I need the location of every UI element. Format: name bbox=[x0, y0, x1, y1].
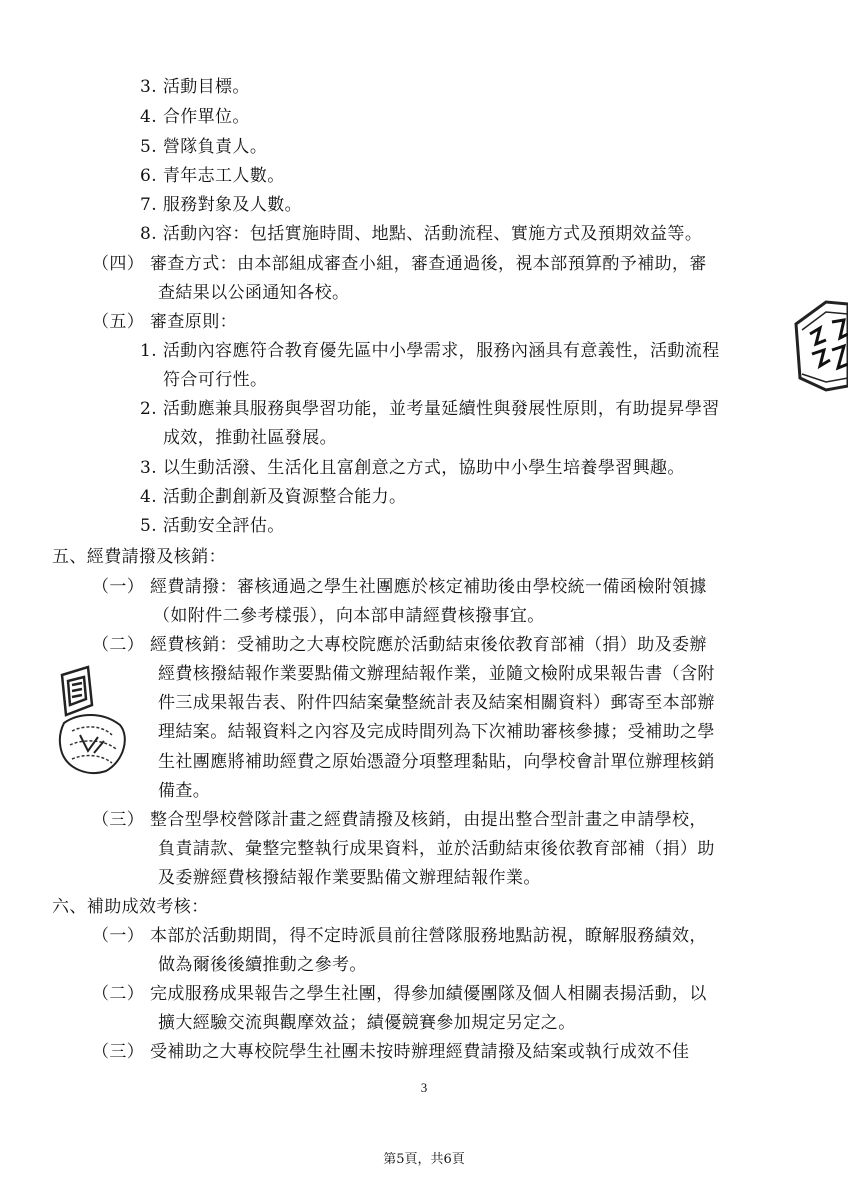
body-line: 理結案。結報資料之內容及完成時間列為下次補助審核參據；受補助之學 bbox=[158, 722, 715, 742]
body-line: 8. 活動內容：包括實施時間、地點、活動流程、實施方式及預期效益等。 bbox=[140, 224, 703, 244]
body-line: 成效，推動社區發展。 bbox=[163, 428, 337, 448]
page-number: 3 bbox=[420, 1080, 428, 1095]
body-line: 符合可行性。 bbox=[163, 370, 268, 390]
body-line: 負責請款、彙整完整執行成果資料，並於活動結束後依教育部補（捐）助 bbox=[158, 839, 715, 859]
body-line: 做為爾後後續推動之參考。 bbox=[158, 955, 367, 975]
body-line: （二） 完成服務成果報告之學生社團，得參加績優團隊及個人相關表揚活動，以 bbox=[92, 984, 707, 1004]
body-line: 生社團應將補助經費之原始憑證分項整理黏貼，向學校會計單位辦理核銷 bbox=[158, 752, 715, 772]
body-line: （四） 審查方式：由本部組成審查小組，審查通過後，視本部預算酌予補助，審 bbox=[92, 254, 707, 274]
body-line: 經費核撥結報作業要點備文辦理結報作業，並隨文檢附成果報告書（含附 bbox=[158, 664, 715, 684]
body-line: （一） 經費請撥：審核通過之學生社團應於核定補助後由學校統一備函檢附領據 bbox=[92, 577, 707, 597]
body-line: 備查。 bbox=[158, 781, 211, 801]
body-line: 4. 活動企劃創新及資源整合能力。 bbox=[140, 487, 407, 507]
body-line: （三） 受補助之大專校院學生社團未按時辦理經費請撥及結案或執行成效不佳 bbox=[92, 1042, 690, 1062]
body-line: （二） 經費核銷：受補助之大專校院應於活動結束後依教育部補（捐）助及委辦 bbox=[92, 635, 707, 655]
body-line: （三） 整合型學校營隊計畫之經費請撥及核銷，由提出整合型計畫之申請學校， bbox=[92, 810, 707, 830]
body-line: 查結果以公函通知各校。 bbox=[158, 283, 350, 303]
body-line: （如附件二參考樣張），向本部申請經費核撥事宜。 bbox=[153, 606, 545, 626]
body-line: 4. 合作單位。 bbox=[140, 107, 250, 127]
body-line: 6. 青年志工人數。 bbox=[140, 166, 285, 186]
body-line: 3. 以生動活潑、生活化且富創意之方式，協助中小學生培養學習興趣。 bbox=[140, 458, 685, 478]
body-line: 5. 活動安全評估。 bbox=[140, 516, 285, 536]
body-line: 2. 活動應兼具服務與學習功能，並考量延續性與發展性原則，有助提昇學習 bbox=[140, 399, 720, 419]
body-line: （五） 審查原則： bbox=[92, 312, 238, 332]
body-line: 件三成果報告表、附件四結案彙整統計表及結案相關資料）郵寄至本部辦 bbox=[158, 693, 715, 713]
body-line: （一） 本部於活動期間，得不定時派員前往營隊服務地點訪視，瞭解服務績效， bbox=[92, 926, 707, 946]
page-footer: 第5頁，共6頁 bbox=[383, 1152, 465, 1167]
body-line: 1. 活動內容應符合教育優先區中小學需求，服務內涵具有意義性，活動流程 bbox=[140, 341, 720, 361]
body-line: 3. 活動目標。 bbox=[140, 77, 250, 97]
body-line: 及委辦經費核撥結報作業要點備文辦理結報作業。 bbox=[158, 868, 541, 888]
seal-stamp-left bbox=[58, 665, 130, 777]
seal-stamp-right bbox=[786, 294, 848, 394]
section-heading: 五、經費請撥及核銷： bbox=[52, 547, 226, 567]
body-line: 5. 營隊負責人。 bbox=[140, 137, 268, 157]
body-line: 7. 服務對象及人數。 bbox=[140, 195, 303, 215]
body-line: 擴大經驗交流與觀摩效益；績優競賽參加規定另定之。 bbox=[158, 1013, 576, 1033]
section-heading: 六、補助成效考核： bbox=[52, 897, 209, 917]
